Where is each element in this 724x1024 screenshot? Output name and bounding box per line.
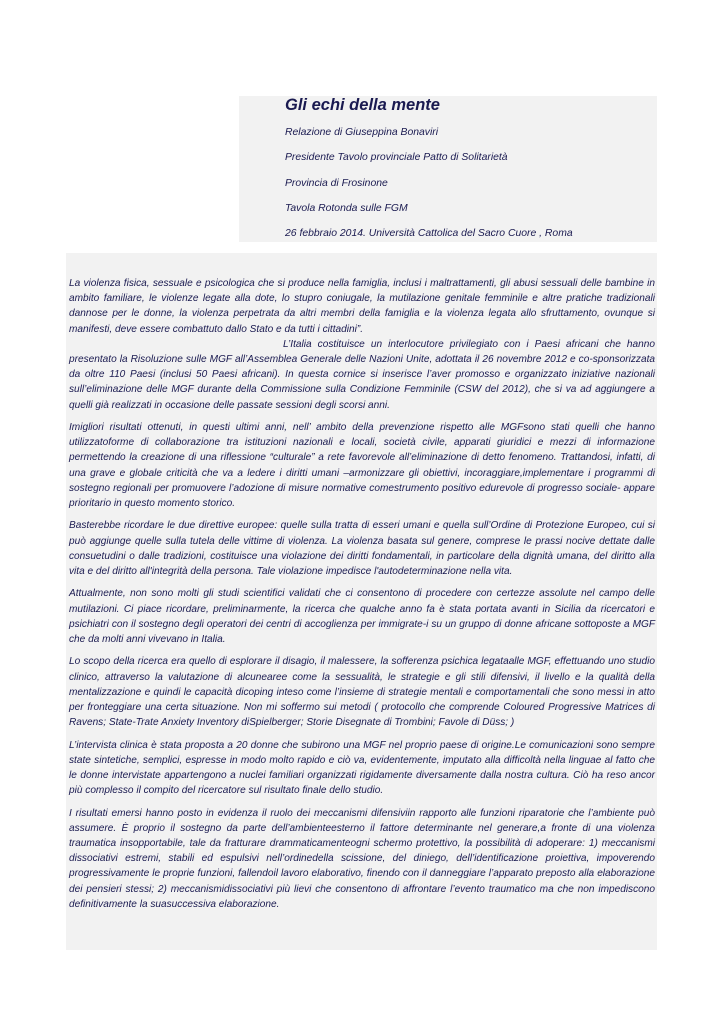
province-line: Provincia di Frosinone: [285, 178, 388, 189]
document-title: Gli echi della mente: [285, 96, 440, 114]
document-body: [69, 276, 655, 919]
paragraph-5: Lo scopo della ricerca era quello di esplorare il disagio, il malessere, la sofferenza psichica legataalle MGF, effettuando uno studio clinico, attraverso la valutazione di alcunearee come la sessualità, le strategie e gli stili difensivi, il livello e la qualità della mentalizzazione e quindi le capacità dicoping inteso come l’insieme di strategie mentali e comportamentali che sono messi in atto per fronteggiare una certa situazione. Non mi soffermo sui metodi ( protocollo che comprende Coloured Progressive Matrices di Ravens; State-Trate Anxiety Inventory diSpielberger; Storie Disegnate di Trombini; Favole di Düss; ): [69, 656, 655, 729]
header-block: [239, 96, 657, 242]
author-line: Relazione di Giuseppina Bonaviri: [285, 127, 439, 138]
paragraph-6: L’intervista clinica è stata proposta a 20 donne che subirono una MGF nel proprio paese di origine.Le comunicazioni sono sempre state sintetiche, semplici, espresse in modo molto rapido e ciò va, evidentemente, imputato alla difficoltà nella linguae al fatto che le donne intervistate appartengono a nuclei familiari organizzati rigidamente diversamente dalla nostra cultura. Ciò ha reso ancor più complesso il compito del ricercatore sul risultato finale dello studio.: [69, 739, 655, 797]
event-line: Tavola Rotonda sulle FGM: [285, 203, 408, 214]
role-line: Presidente Tavolo provinciale Patto di Solitarietà: [285, 152, 508, 163]
paragraph-1: [69, 276, 655, 413]
date-venue-line: 26 febbraio 2014. Università Cattolica del Sacro Cuore , Roma: [285, 228, 573, 239]
paragraph-1-quote: La violenza fisica, sessuale e psicologica che si produce nella famiglia, inclusi i maltrattamenti, gli abusi sessuali delle bambine in ambito familiare, le violenze legate alla dote, lo stupro coniugale, la mutilazione genitale femminile e altre pratiche tradizionali dannose per le donne, la violenza perpetrata da altri membri della famiglia e la violenza legata allo sfruttamento, ovunque si manifesti, deve essere combattuto dallo Stato e da tutti i cittadini”.: [69, 278, 655, 335]
paragraph-7: I risultati emersi hanno posto in evidenza il ruolo dei meccanismi difensiviin rapporto alle funzioni riparatorie che l’ambiente può assumere. È proprio il sostegno da parte dell’ambienteesterno il fattore determinante nel generare,a fronte di una violenza traumatica insopportabile, tale da fratturare drammaticamenteogni schermo protettivo, la possibilità di adoperare: 1) meccanismi dissociativi estremi, stabili ed espulsivi nell’ordinedella scissione, del diniego, dell’identificazione proiettiva, impoverendo progressivamente le proprie funzioni, fallendoil lavoro elaborativo, finendo con il danneggiare l’apparato preposto alla elaborazione dei pensieri stessi; 2) meccanismidissociativi più lievi che consentono di affrontare l’evento traumatico ma che non impediscono definitivamente la suasuccessiva elaborazione.: [69, 807, 655, 910]
paragraph-3: Basterebbe ricordare le due direttive europee: quelle sulla tratta di esseri umani e quella sull’Ordine di Protezione Europeo, cui si può aggiunge quelle sulla tutela delle vittime di violenza. La violenza basata sul genere, comprese le prassi nocive dettate dalle consuetudini o dalle tradizioni, costituisce una violazione dei diritti fondamentali, in particolare della dignità umana, del diritto alla vita e del diritto all'integrità della persona. Tale violazione impedisce l'autodeterminazione nella vita.: [69, 520, 655, 578]
paragraph-4: Attualmente, non sono molti gli studi scientifici validati che ci consentono di procedere con certezze assolute nel campo delle mutilazioni. Ci piace ricordare, preliminarmente, la ricerca che qualche anno fa è stata portata avanti in Sicilia da ricercatori e psichiatri con il sostegno degli operatori dei centri di accoglienza per immigrate-i su un gruppo di donne africane sottoposte a MGF che da molti anni vivevano in Italia.: [69, 588, 655, 646]
paragraph-2: Imigliori risultati ottenuti, in questi ultimi anni, nell’ ambito della prevenzione rispetto alle MGFsono stati quelli che hanno utilizzatoforme di collaborazione tra istituzioni nazionali e locali, società civile, apparati giuridici e mezzi di informazione permettendo la creazione di una riflessione “culturale” a rete favorevole all’eliminazione di detto fenomeno. Trattandosi, infatti, di una grave e globale criticità che va a ledere i diritti umani –armonizzare gli obiettivi, incoraggiare,implementare i programmi di sostegno regionali per promuovere l’adozione di misure normative comestrumento positivo edurevole di progresso sociale- appare prioritario in questo momento storico.: [69, 422, 655, 510]
paragraph-1-italy: L’Italia costituisce un interlocutore privilegiato con i Paesi africani che hanno presentato la Risoluzione sulle MGF all’Assemblea Generale delle Nazioni Unite, adottata il 26 novembre 2012 e co-sponsorizzata da oltre 110 Paesi (inclusi 50 Paesi africani). In questa cornice si inserisce l’aver promosso e organizzato iniziative nazionali sull’eliminazione delle MGF durante della Commissione sulla Condizione Femminile (CSW del 2012), che si va ad aggiungere a quelli già realizzati in occasione delle passate sessioni degli scorsi anni.: [69, 338, 655, 411]
